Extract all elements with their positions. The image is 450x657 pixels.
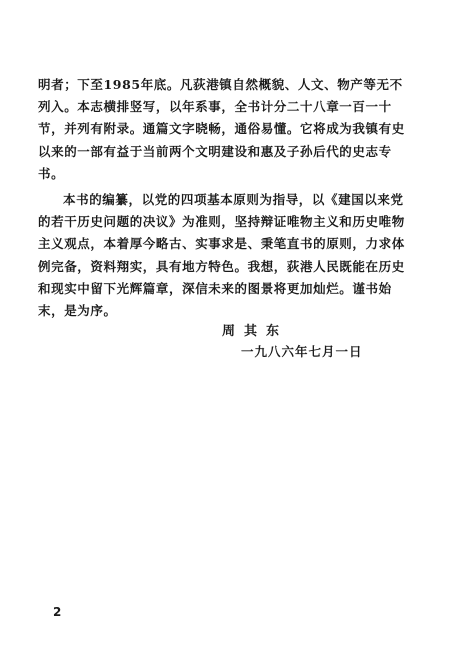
author-signature: 周其东 xyxy=(222,324,289,339)
preface-body xyxy=(38,74,410,322)
page-number: 2 xyxy=(53,605,62,619)
preface-paragraph-1: 明者；下至1985年底。凡荻港镇自然概貌、人文、物产等无不列入。本志横排竖写，以年系事，全书计分二十八章一百一十节，并列有附录。通篇文字晓畅，通俗易懂。它将成为我镇有史以来的一部有益于当前两个文明建设和惠及子孙后代的史志专书。 xyxy=(38,77,405,181)
preface-paragraph-2: 本书的编纂，以党的四项基本原则为指导，以《建国以来党的若干历史问题的决议》为准则，坚持辩证唯物主义和历史唯物主义观点，本着厚今略古、实事求是、秉笔直书的原则，力求体例完备，资料翔实，具有地方特色。我想，荻港人民既能在历史和现实中留下光辉篇章，深信未来的图景将更加灿烂。谨书始末，是为序。 xyxy=(38,192,405,319)
preface-date: 一九八六年七月一日 xyxy=(241,344,363,359)
